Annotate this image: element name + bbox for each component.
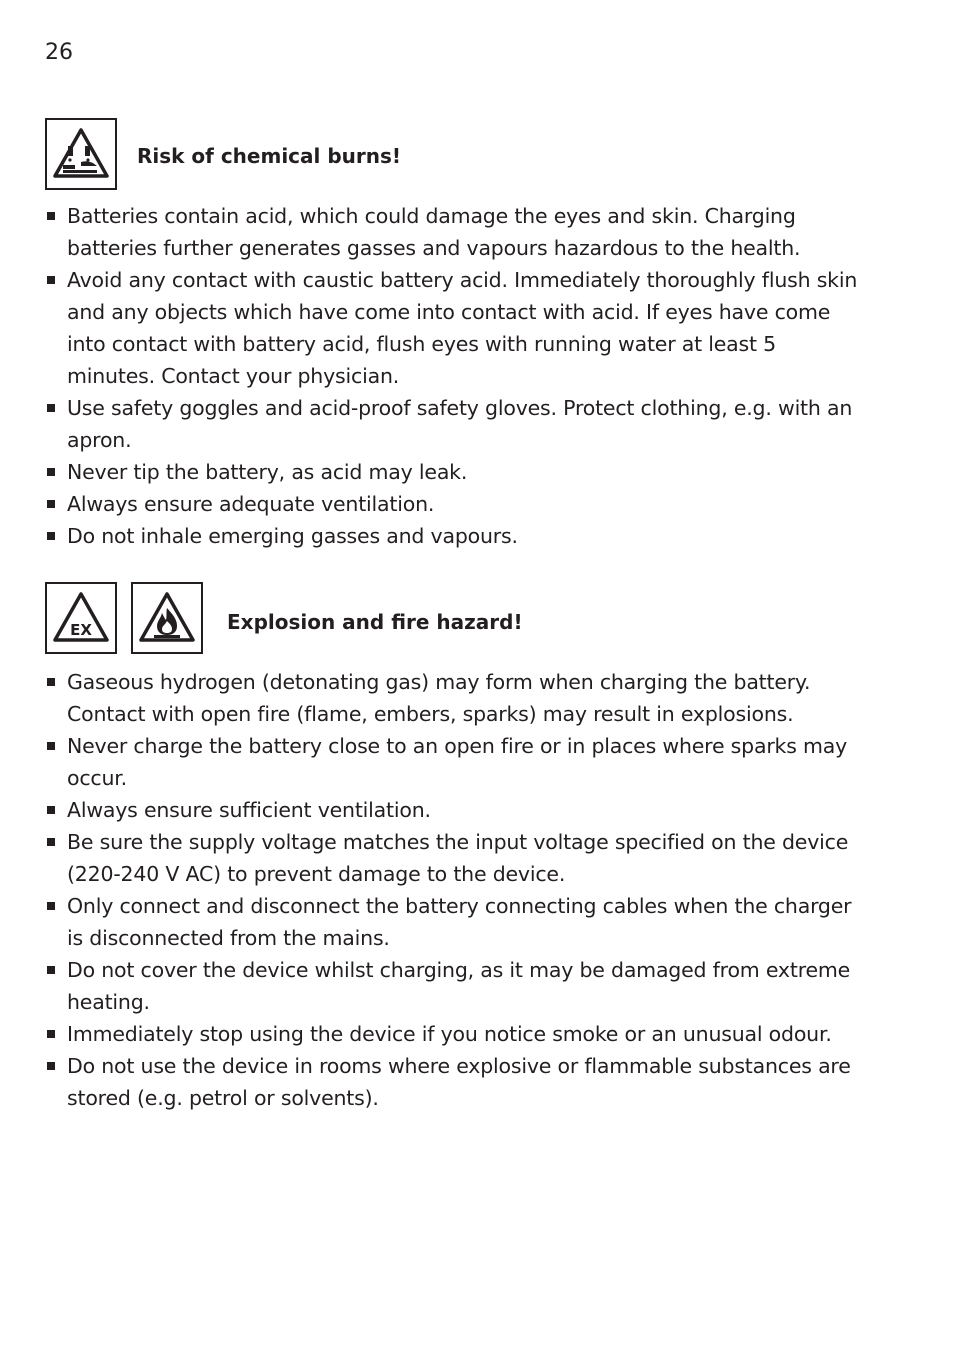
section-header	[45, 118, 865, 194]
list-item: Always ensure sufficient ventilation.	[45, 794, 865, 826]
bullet-list	[45, 666, 865, 1114]
bullet-marker	[47, 212, 55, 220]
list-item: Be sure the supply voltage matches the input voltage specified on the device (220-240 V AC) to prevent damage to the device.	[45, 826, 865, 890]
list-item: Never tip the battery, as acid may leak.	[45, 456, 865, 488]
list-item: Never charge the battery close to an open fire or in places where sparks may occur.	[45, 730, 865, 794]
bullet-marker	[47, 500, 55, 508]
list-item: Batteries contain acid, which could damage the eyes and skin. Charging batteries further generates gasses and vapours hazardous to the health.	[45, 200, 865, 264]
list-item: Only connect and disconnect the battery connecting cables when the charger is disconnected from the mains.	[45, 890, 865, 954]
bullet-marker	[47, 838, 55, 846]
list-item: Avoid any contact with caustic battery acid. Immediately thoroughly flush skin and any objects which have come into contact with acid. If eyes have come into contact with battery acid, flush eyes with running water at least 5 minutes. Contact your physician.	[45, 264, 865, 392]
bullet-marker	[47, 742, 55, 750]
list-item: Do not use the device in rooms where explosive or flammable substances are stored (e.g. petrol or solvents).	[45, 1050, 865, 1114]
bullet-marker	[47, 1062, 55, 1070]
page-number: 26	[45, 40, 73, 65]
list-item: Do not cover the device whilst charging, as it may be damaged from extreme heating.	[45, 954, 865, 1018]
explosion-fire-section	[45, 582, 865, 1114]
list-item: Use safety goggles and acid-proof safety gloves. Protect clothing, e.g. with an apron.	[45, 392, 865, 456]
bullet-marker	[47, 902, 55, 910]
list-item: Immediately stop using the device if you notice smoke or an unusual odour.	[45, 1018, 865, 1050]
list-item: Gaseous hydrogen (detonating gas) may form when charging the battery. Contact with open fire (flame, embers, sparks) may result in explosions.	[45, 666, 865, 730]
bullet-marker	[47, 1030, 55, 1038]
flammable-warning-icon	[131, 582, 203, 654]
bullet-list	[45, 200, 865, 552]
corrosive-warning-icon	[45, 118, 117, 190]
chemical-burns-section	[45, 118, 865, 552]
bullet-marker	[47, 678, 55, 686]
bullet-marker	[47, 276, 55, 284]
bullet-marker	[47, 468, 55, 476]
ex-label: EX	[70, 621, 92, 639]
section-heading: Risk of chemical burns!	[137, 144, 402, 168]
bullet-marker	[47, 966, 55, 974]
bullet-marker	[47, 806, 55, 814]
section-header	[45, 582, 865, 658]
section-heading: Explosion and fire hazard!	[227, 610, 523, 634]
list-item: Do not inhale emerging gasses and vapours.	[45, 520, 865, 552]
list-item: Always ensure adequate ventilation.	[45, 488, 865, 520]
bullet-marker	[47, 404, 55, 412]
explosive-atmosphere-icon	[45, 582, 117, 654]
bullet-marker	[47, 532, 55, 540]
